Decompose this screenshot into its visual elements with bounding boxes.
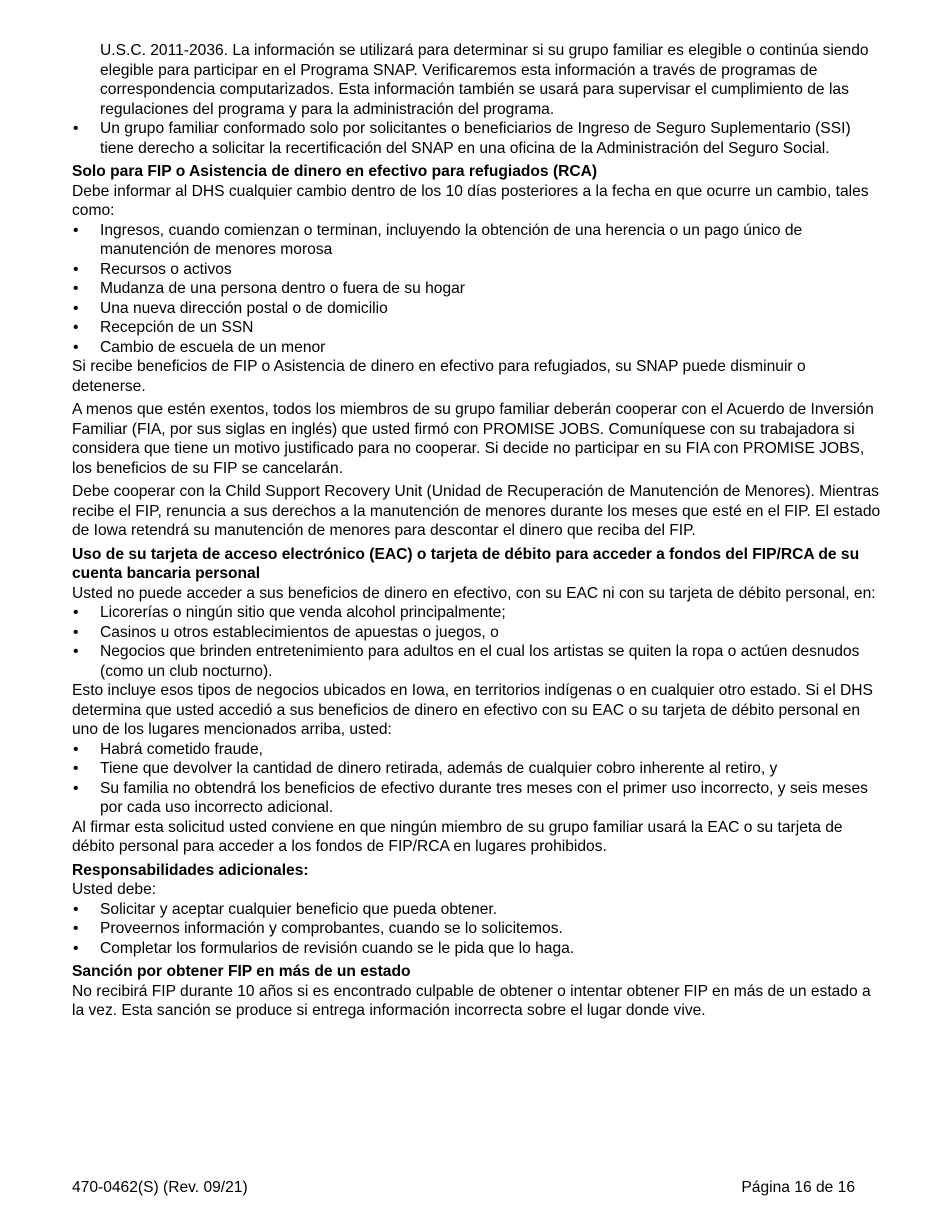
eac-paragraph: Esto incluye esos tipos de negocios ubicados en Iowa, en territorios indígenas o en cualquier otro estado. Si el DHS determina que usted accedió a sus beneficios de dinero en efectivo con su EAC o su tarjeta de débito personal en uno de los lugares mencionados arriba, usted: — [72, 682, 873, 738]
list-item: • Ingresos, cuando comienzan o terminan, incluyendo la obtención de una herencia o un pago único de manutención de menores morosa — [72, 221, 882, 260]
page-content — [72, 41, 882, 1021]
section-heading-additional: Responsabilidades adicionales: — [72, 861, 309, 879]
sanction-paragraph: No recibirá FIP durante 10 años si es encontrado culpable de obtener o intentar obtener FIP en más de un estado a la vez. Esta sanción se produce si entrega información incorrecta sobre el lugar donde vive. — [72, 982, 871, 1019]
list-item: • Negocios que brinden entretenimiento para adultos en el cual los artistas se quiten la ropa o actúen desnudos (como un club nocturno). — [72, 642, 882, 681]
list-item: • Recursos o activos — [72, 260, 882, 280]
list-item: • Mudanza de una persona dentro o fuera de su hogar — [72, 279, 882, 299]
fip-rca-paragraph: A menos que estén exentos, todos los miembros de su grupo familiar deberán cooperar con el Acuerdo de Inversión Familiar (FIA, por sus siglas en inglés) que usted firmó con PROMISE JOBS. Comuníquese con su trabajadora si considera que tiene un motivo justificado para no cooperar. Si decide no participar en su FIA con PROMISE JOBS, los beneficios de su FIP se cancelarán. — [72, 401, 874, 477]
list-item: • Proveernos información y comprobantes, cuando se lo solicitemos. — [72, 919, 882, 939]
eac-intro: Usted no puede acceder a sus beneficios de dinero en efectivo, con su EAC ni con su tarjeta de débito personal, en: — [72, 584, 876, 602]
eac-consequence-list — [72, 740, 882, 818]
form-number: 470-0462(S) (Rev. 09/21) — [72, 1179, 248, 1196]
intro-bullet-list — [72, 119, 882, 158]
page-number: Página 16 de 16 — [741, 1179, 855, 1196]
section-heading-sanction: Sanción por obtener FIP en más de un estado — [72, 963, 411, 980]
list-item: • Licorerías o ningún sitio que venda alcohol principalmente; — [72, 603, 882, 623]
list-item: • Una nueva dirección postal o de domicilio — [72, 299, 882, 319]
section-heading-fip-rca: Solo para FIP o Asistencia de dinero en efectivo para refugiados (RCA) — [72, 163, 598, 180]
eac-bullet-list — [72, 603, 882, 681]
additional-intro: Usted debe: — [72, 881, 157, 898]
list-item: • Completar los formularios de revisión cuando se le pida que lo haga. — [72, 939, 882, 959]
eac-paragraph: Al firmar esta solicitud usted conviene en que ningún miembro de su grupo familiar usará la EAC o su tarjeta de débito personal para acceder a los fondos de FIP/RCA en lugares prohibidos. — [72, 818, 843, 855]
fip-rca-paragraph: Debe cooperar con la Child Support Recovery Unit (Unidad de Recuperación de Manutención de Menores). Mientras recibe el FIP, renuncia a sus derechos a la manutención de menores durante los meses que esté en el FIP. El estado de Iowa retendrá su manutención de menores para descontar el dinero que reciba del FIP. — [72, 483, 881, 539]
fip-rca-bullet-list — [72, 221, 882, 358]
additional-bullet-list — [72, 900, 882, 959]
list-item: • Cambio de escuela de un menor — [72, 338, 882, 358]
list-item: • Recepción de un SSN — [72, 318, 882, 338]
list-item: • Solicitar y aceptar cualquier beneficio que pueda obtener. — [72, 900, 882, 920]
list-item: • Tiene que devolver la cantidad de dinero retirada, además de cualquier cobro inherente al retiro, y — [72, 759, 882, 779]
intro-continuation: U.S.C. 2011-2036. La información se utilizará para determinar si su grupo familiar es elegible o continúa siendo elegible para participar en el Programa SNAP. Verificaremos esta información a través de programas de correspondencia computarizados. Esta información también se usará para supervisar el cumplimiento de las regulaciones del programa y para la administración del programa. — [100, 42, 869, 118]
list-item: • Casinos u otros establecimientos de apuestas o juegos, o — [72, 623, 882, 643]
list-item: • Habrá cometido fraude, — [72, 740, 882, 760]
list-item: • Un grupo familiar conformado solo por solicitantes o beneficiarios de Ingreso de Seguro Suplementario (SSI) tiene derecho a solicitar la recertificación del SNAP en una oficina de la Administración del Seguro Social. — [72, 119, 882, 158]
list-item: • Su familia no obtendrá los beneficios de efectivo durante tres meses con el primer uso incorrecto, y seis meses por cada uso incorrecto adicional. — [72, 779, 882, 818]
fip-rca-intro: Debe informar al DHS cualquier cambio dentro de los 10 días posteriores a la fecha en que ocurre un cambio, tales como: — [72, 182, 869, 219]
section-heading-eac: Uso de su tarjeta de acceso electrónico (EAC) o tarjeta de débito para acceder a fondos del FIP/RCA de su cuenta bancaria personal — [72, 545, 860, 582]
fip-rca-paragraph: Si recibe beneficios de FIP o Asistencia de dinero en efectivo para refugiados, su SNAP puede disminuir o detenerse. — [72, 358, 806, 395]
